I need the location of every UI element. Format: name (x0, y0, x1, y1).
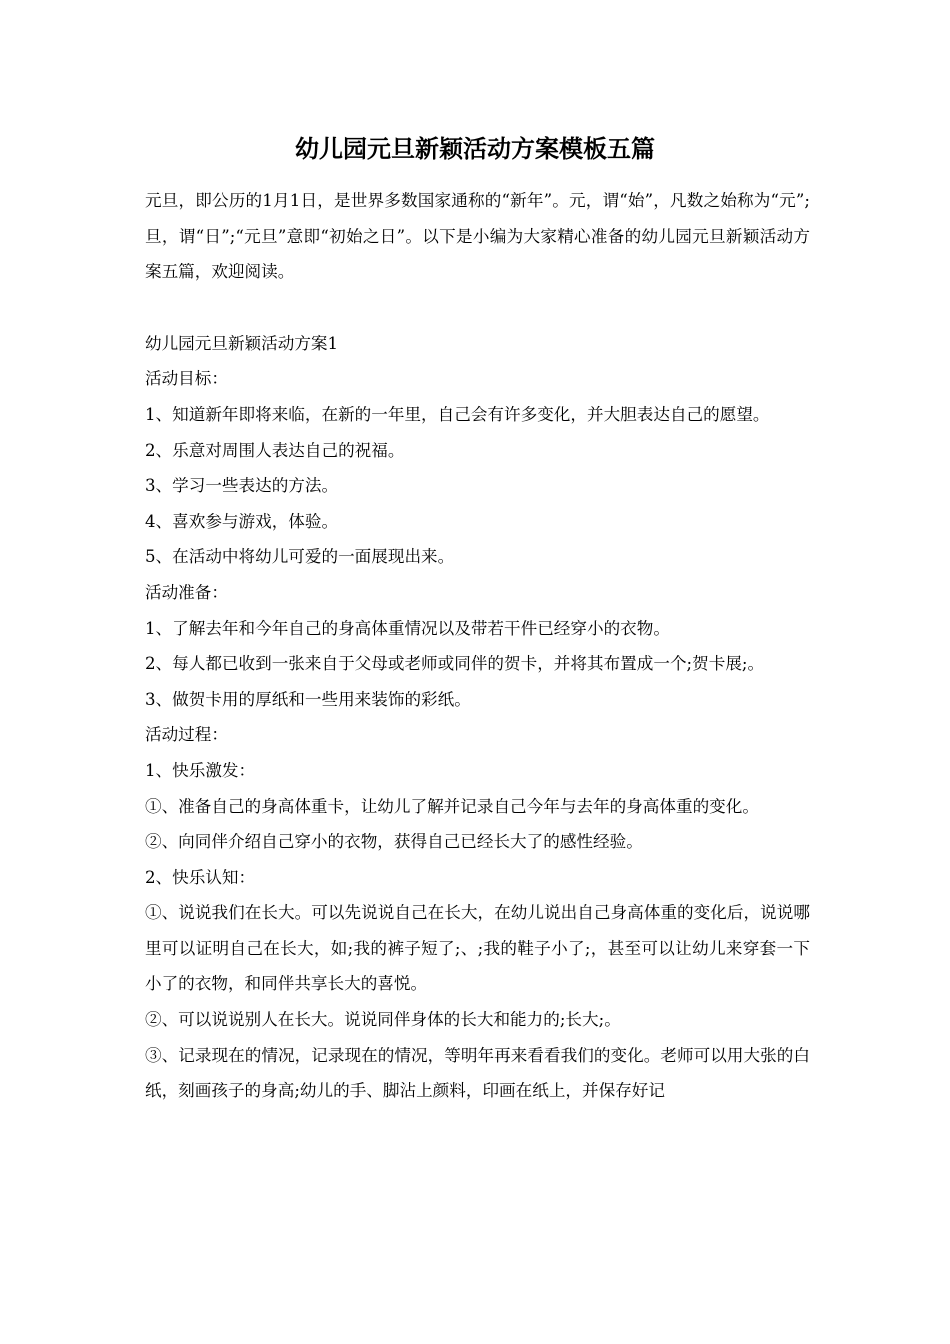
process-item: ②、可以说说别人在长大。说说同伴身体的长大和能力的;长大;。 (145, 1010, 621, 1030)
subheading-preparation: 活动准备： (145, 582, 228, 602)
subheading-process: 活动过程： (145, 725, 228, 745)
process-item: ②、向同伴介绍自己穿小的衣物，获得自己已经长大了的感性经验。 (145, 832, 643, 852)
preparation-item: 3、做贺卡用的厚纸和一些用来装饰的彩纸。 (145, 689, 471, 709)
subheading-goals: 活动目标： (145, 369, 228, 389)
document-body (145, 183, 810, 1109)
goal-item: 2、乐意对周围人表达自己的祝福。 (145, 440, 405, 460)
preparation-item: 2、每人都已收到一张来自于父母或老师或同伴的贺卡，并将其布置成一个;贺卡展;。 (145, 654, 765, 674)
process-item: ①、准备自己的身高体重卡，让幼儿了解并记录自己今年与去年的身高体重的变化。 (145, 796, 759, 816)
document-title: 幼儿园元旦新颖活动方案模板五篇 (295, 134, 655, 163)
process-step: 2、快乐认知： (145, 867, 256, 887)
section-heading: 幼儿园元旦新颖活动方案1 (145, 333, 339, 353)
goal-item: 5、在活动中将幼儿可爱的一面展现出来。 (145, 547, 455, 567)
process-item: ①、说说我们在长大。可以先说说自己在长大，在幼儿说出自己身高体重的变化后，说说哪里可以证明自己在长大，如;我的裤子短了;、;我的鞋子小了;，甚至可以让幼儿来穿套一下小了的衣物，和同伴共享长大的喜悦。 (145, 903, 810, 994)
paragraph-gap (145, 290, 810, 326)
goal-item: 4、喜欢参与游戏，体验。 (145, 511, 339, 531)
process-step: 1、快乐激发： (145, 760, 256, 780)
goal-item: 1、知道新年即将来临，在新的一年里，自己会有许多变化，并大胆表达自己的愿望。 (145, 404, 770, 424)
intro-paragraph: 元旦，即公历的1月1日，是世界多数国家通称的“新年”。元，谓“始”，凡数之始称为“元”;旦，谓“日”;“元旦”意即“初始之日”。以下是小编为大家精心准备的幼儿园元旦新颖活动方案五篇，欢迎阅读。 (145, 191, 810, 282)
preparation-item: 1、了解去年和今年自己的身高体重情况以及带若干件已经穿小的衣物。 (145, 618, 670, 638)
process-item: ③、记录现在的情况，记录现在的情况，等明年再来看看我们的变化。老师可以用大张的白纸，刻画孩子的身高;幼儿的手、脚沾上颜料，印画在纸上，并保存好记 (145, 1045, 810, 1101)
goal-item: 3、学习一些表达的方法。 (145, 476, 339, 496)
